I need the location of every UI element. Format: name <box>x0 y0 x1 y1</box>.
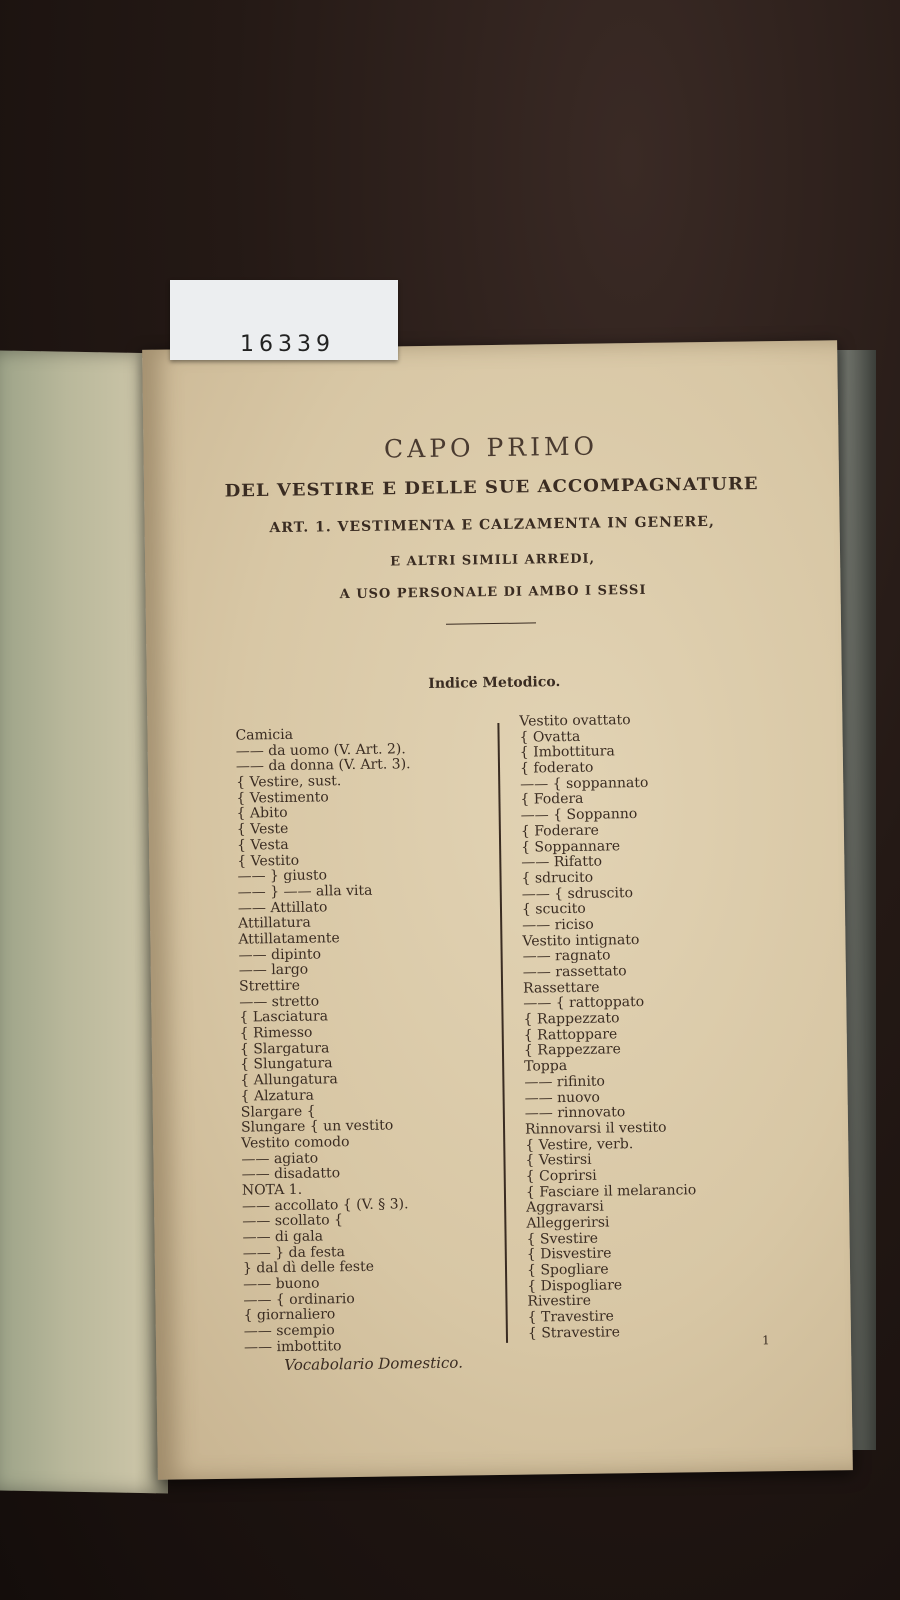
index-entry: { scucito <box>521 901 586 918</box>
index-entry: —— Rifatto <box>521 853 603 871</box>
index-entry: —— buono <box>243 1275 320 1293</box>
index-entry: —— { rattoppato <box>523 994 645 1013</box>
index-entry: NOTA 1. <box>241 1181 303 1199</box>
left-facing-page <box>0 351 168 1494</box>
label-number: 16339 <box>240 332 335 357</box>
index-entry: Vestito ovattato <box>519 712 631 730</box>
index-left-column <box>235 726 418 1356</box>
index-entry: { Vestito <box>237 852 300 870</box>
index-entry: { Coprirsi <box>525 1167 597 1185</box>
index-entry: { Stravestire <box>527 1324 621 1342</box>
index-entry: Aggravarsi <box>526 1198 604 1216</box>
index-entry: —— disadatto <box>241 1165 341 1183</box>
index-entry: Slargare { <box>240 1103 316 1121</box>
index-entry: —— { ordinario <box>243 1290 355 1309</box>
index-entry: { Vesta <box>236 836 289 854</box>
index-entry: —— rifinito <box>524 1073 606 1091</box>
index-entry: Camicia <box>235 726 294 744</box>
index-entry: —— accollato { (V. § 3). <box>241 1195 409 1215</box>
index-entry: { giornaliero <box>243 1306 336 1325</box>
index-entry: { Vestire, sust. <box>236 773 342 791</box>
index-entry: { Veste <box>236 821 289 838</box>
index-entry: { Imbottitura <box>519 743 615 762</box>
index-entry: Strettire <box>238 977 301 995</box>
index-entry: { Vestire, verb. <box>525 1135 634 1154</box>
index-entry: —— da donna (V. Art. 3). <box>235 756 411 776</box>
index-entry: { foderato <box>519 759 594 777</box>
index-entry: { Dispogliare <box>527 1277 623 1295</box>
page-number: 1 <box>761 1333 770 1348</box>
index-entry: —— di gala <box>242 1228 324 1246</box>
index-entry: —— riciso <box>522 916 594 934</box>
index-entry: Toppa <box>524 1058 568 1075</box>
index-entry: —— dipinto <box>238 946 322 964</box>
index-entry: { Vestimento <box>236 789 329 807</box>
index-entry: Alleggerirsi <box>526 1214 610 1232</box>
index-entry: { Soppannare <box>521 837 621 856</box>
index-entry: { sdrucito <box>521 869 594 887</box>
index-entry: { Disvestire <box>526 1245 612 1263</box>
index-entry: —— } da festa <box>242 1243 346 1262</box>
article-line-3: A USO PERSONALE DI AMBO I SESSI <box>339 582 647 603</box>
index-entry: —— largo <box>238 961 309 979</box>
index-entry: —— rassettato <box>522 963 627 981</box>
index-title: Indice Metodico. <box>428 674 561 692</box>
index-entry: { Svestire <box>526 1230 599 1248</box>
chapter-subtitle: DEL VESTIRE E DELLE SUE ACCOMPAGNATURE <box>224 473 759 502</box>
index-entry: Vestito intignato <box>522 931 640 950</box>
index-entry: —— { soppannato <box>520 774 649 793</box>
index-entry: { Fodera <box>520 791 584 809</box>
column-divider <box>497 723 507 1343</box>
index-entry: —— imbottito <box>243 1338 342 1356</box>
index-right-column <box>519 712 698 1342</box>
index-entry: —— } —— alla vita <box>237 882 373 901</box>
index-entry: { Rattoppare <box>523 1026 618 1044</box>
article-line-2: E ALTRI SIMILI ARREDI, <box>390 551 596 570</box>
separator-rule <box>446 622 536 624</box>
library-label-tag <box>170 280 398 360</box>
index-entry: —— scempio <box>243 1322 335 1340</box>
article-line-1: ART. 1. VESTIMENTA E CALZAMENTA IN GENERE, <box>269 513 715 537</box>
index-entry: { Rappezzare <box>523 1041 621 1060</box>
index-entry: —— Attillato <box>237 898 328 917</box>
index-entry: { Lasciatura <box>239 1008 329 1026</box>
index-entry: Vestito comodo <box>241 1133 350 1152</box>
index-entry: —— } giusto <box>237 867 328 885</box>
index-entry: Rinnovarsi il vestito <box>524 1119 667 1138</box>
index-entry: { Slungatura <box>240 1055 333 1074</box>
index-entry: —— { sdruscito <box>521 884 634 903</box>
index-entry: { Spogliare <box>526 1261 609 1279</box>
index-entry: { Abito <box>236 805 288 823</box>
index-entry: Rivestire <box>527 1293 592 1311</box>
index-entry: { Vestirsi <box>525 1151 592 1169</box>
index-entry: —— rinnovato <box>524 1104 626 1122</box>
index-entry: —— scollato { <box>242 1212 344 1230</box>
index-entry: { Rimesso <box>239 1024 313 1042</box>
index-entry: Attillatura <box>238 914 311 932</box>
index-entry: —— agiato <box>241 1150 319 1168</box>
book-page <box>142 340 853 1480</box>
index-entry: } dal dì delle feste <box>242 1259 375 1277</box>
index-entry: { Slargatura <box>239 1040 330 1058</box>
index-entry: { Allungatura <box>240 1071 338 1089</box>
index-entry: { Rappezzato <box>523 1010 620 1028</box>
index-entry: { Ovatta <box>519 728 581 746</box>
index-entry: Rassettare <box>522 979 600 997</box>
index-entry: —— { Soppanno <box>520 806 638 824</box>
index-entry: { Travestire <box>527 1308 615 1326</box>
index-entry: Slungare { un vestito <box>240 1117 394 1136</box>
index-entry: { Fasciare il melarancio <box>525 1181 697 1201</box>
index-entry: —— da uomo (V. Art. 2). <box>235 740 406 760</box>
index-entry: { Alzatura <box>240 1087 315 1105</box>
index-entry: Attillatamente <box>238 930 340 948</box>
index-entry: —— nuovo <box>524 1089 600 1107</box>
page-footer: Vocabolario Domestico. <box>284 1353 464 1375</box>
index-entry: { Foderare <box>520 822 600 840</box>
chapter-title: CAPO PRIMO <box>383 431 599 464</box>
index-entry: —— stretto <box>239 993 320 1011</box>
index-entry: —— ragnato <box>522 947 611 965</box>
